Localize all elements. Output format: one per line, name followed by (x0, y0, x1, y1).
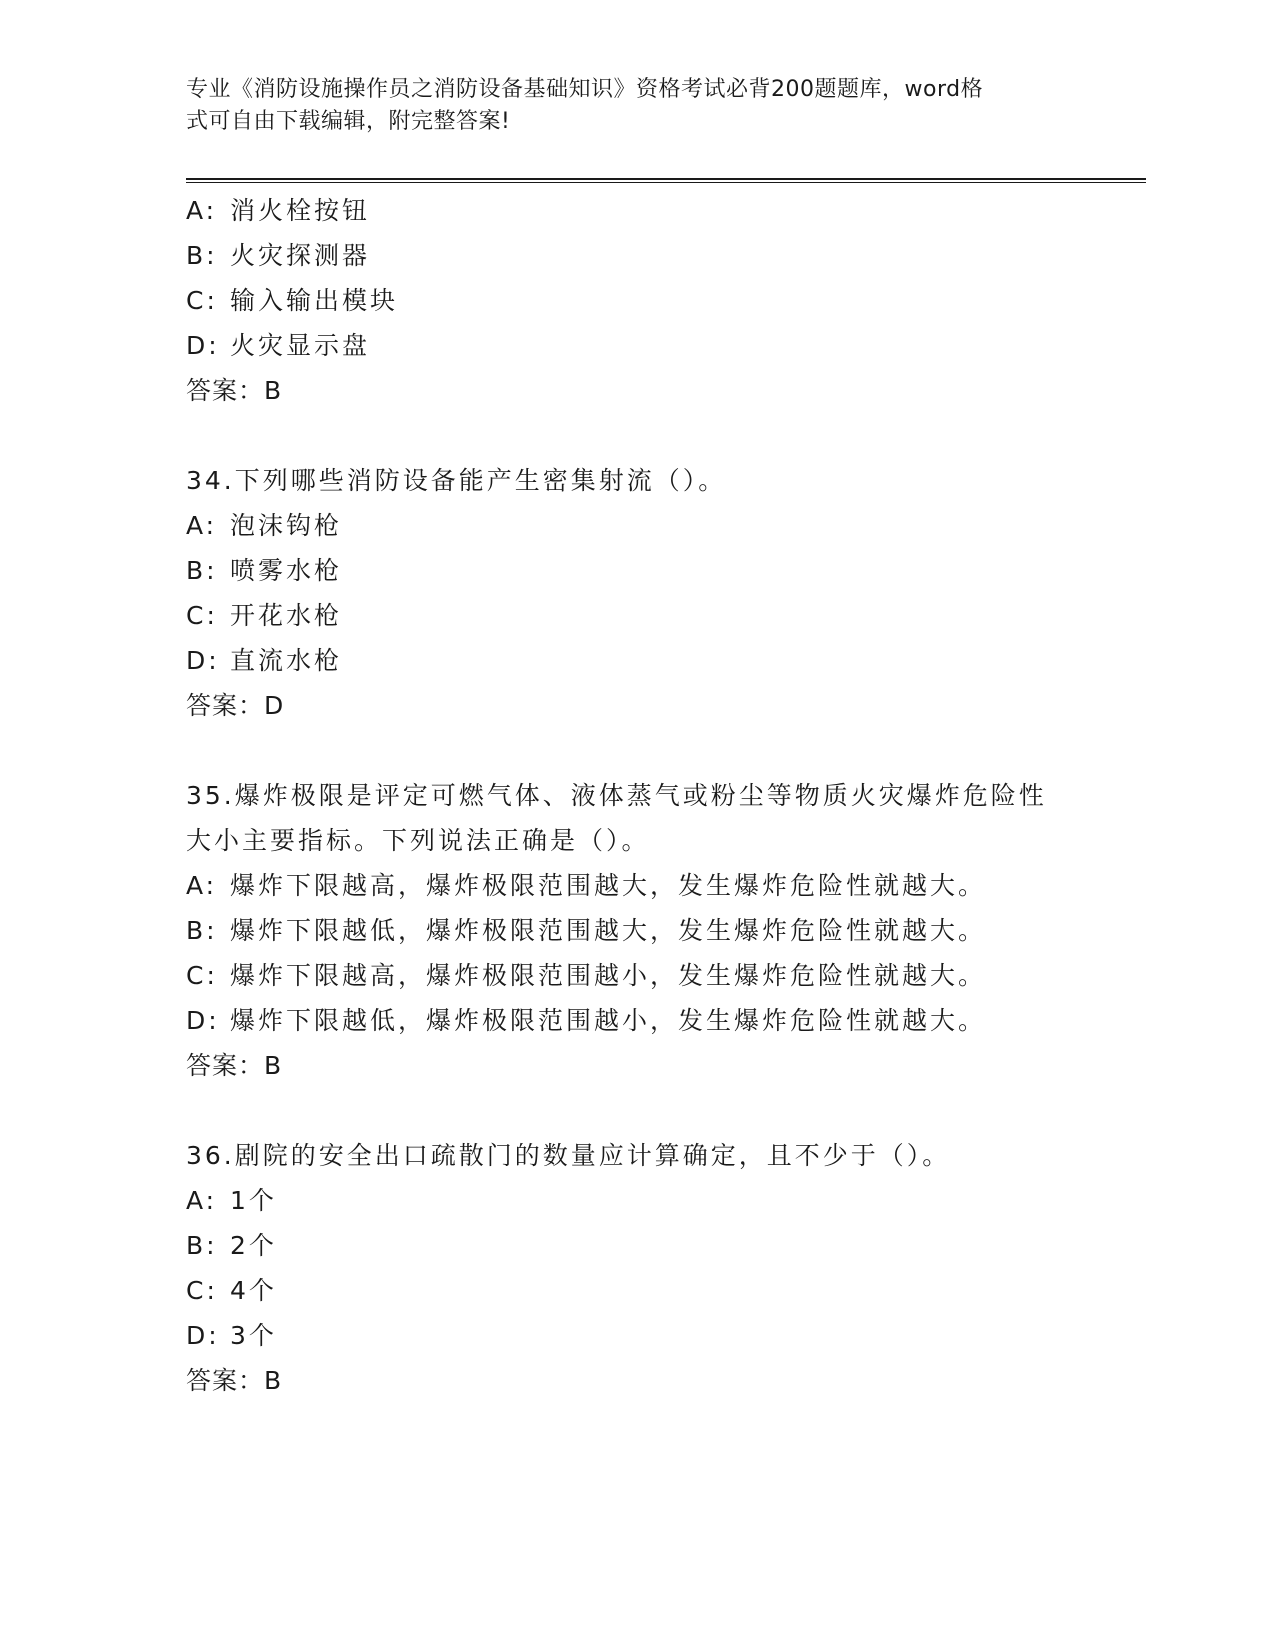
question-36 (186, 1133, 1146, 1403)
option-text: 3个 (230, 1321, 277, 1350)
option-letter: B: (186, 916, 218, 945)
option-a (186, 188, 1146, 233)
option-text: 4个 (230, 1276, 277, 1305)
question-33-continued (186, 188, 1146, 413)
answer-value: B (264, 376, 283, 405)
answer-label: 答案： (186, 376, 265, 405)
option-text: 爆炸下限越高，爆炸极限范围越大，发生爆炸危险性就越大。 (230, 871, 987, 900)
question-stem: 36.剧院的安全出口疏散门的数量应计算确定，且不少于（）。 (186, 1141, 951, 1170)
option-letter: D: (186, 1006, 220, 1035)
option-letter: C: (186, 961, 218, 990)
option-letter: D: (186, 331, 220, 360)
option-a (186, 503, 1146, 548)
answer-value: B (264, 1051, 283, 1080)
option-text: 火灾显示盘 (230, 331, 371, 360)
question-34 (186, 458, 1146, 728)
option-d (186, 1313, 1146, 1358)
answer-line (186, 368, 1146, 413)
option-text: 爆炸下限越高，爆炸极限范围越小，发生爆炸危险性就越大。 (230, 961, 987, 990)
spacer (186, 1088, 1146, 1133)
document-header (186, 74, 1086, 138)
option-text: 爆炸下限越低，爆炸极限范围越小，发生爆炸危险性就越大。 (230, 1006, 987, 1035)
header-line-2: 式可自由下载编辑，附完整答案! (186, 109, 511, 134)
answer-line (186, 1043, 1146, 1088)
option-text: 1个 (230, 1186, 277, 1215)
option-letter: A: (186, 871, 218, 900)
spacer (186, 728, 1146, 773)
option-b (186, 548, 1146, 593)
option-b (186, 908, 1146, 953)
option-c (186, 1268, 1146, 1313)
spacer (186, 413, 1146, 458)
option-letter: C: (186, 286, 218, 315)
question-35 (186, 773, 1146, 1088)
option-text: 泡沫钩枪 (230, 511, 343, 540)
question-stem: 35.爆炸极限是评定可燃气体、液体蒸气或粉尘等物质火灾爆炸危险性 (186, 781, 1047, 810)
option-a (186, 1178, 1146, 1223)
header-divider (186, 178, 1146, 183)
option-letter: C: (186, 601, 218, 630)
option-letter: A: (186, 1186, 218, 1215)
option-text: 爆炸下限越低，爆炸极限范围越大，发生爆炸危险性就越大。 (230, 916, 987, 945)
option-letter: B: (186, 241, 218, 270)
option-text: 喷雾水枪 (230, 556, 343, 585)
header-line-1: 专业《消防设施操作员之消防设备基础知识》资格考试必背200题题库，word格 (186, 77, 984, 102)
option-letter: A: (186, 196, 218, 225)
option-text: 直流水枪 (230, 646, 343, 675)
option-d (186, 998, 1146, 1043)
option-text: 开花水枪 (230, 601, 343, 630)
option-letter: C: (186, 1276, 218, 1305)
answer-label: 答案： (186, 1051, 265, 1080)
option-letter: B: (186, 1231, 218, 1260)
option-text: 2个 (230, 1231, 277, 1260)
option-d (186, 323, 1146, 368)
option-letter: B: (186, 556, 218, 585)
answer-value: D (264, 691, 285, 720)
option-a (186, 863, 1146, 908)
option-c (186, 278, 1146, 323)
answer-line (186, 683, 1146, 728)
question-list (186, 188, 1146, 1403)
option-letter: D: (186, 646, 220, 675)
option-text: 输入输出模块 (230, 286, 399, 315)
option-text: 火灾探测器 (230, 241, 371, 270)
option-b (186, 1223, 1146, 1268)
option-c (186, 593, 1146, 638)
option-letter: D: (186, 1321, 220, 1350)
question-stem: 34.下列哪些消防设备能产生密集射流（）。 (186, 466, 727, 495)
option-text: 消火栓按钮 (230, 196, 371, 225)
option-letter: A: (186, 511, 218, 540)
answer-line (186, 1358, 1146, 1403)
answer-label: 答案： (186, 691, 265, 720)
option-b (186, 233, 1146, 278)
answer-value: B (264, 1366, 283, 1395)
question-stem-continued: 大小主要指标。下列说法正确是（）。 (186, 826, 650, 855)
option-c (186, 953, 1146, 998)
option-d (186, 638, 1146, 683)
answer-label: 答案： (186, 1366, 265, 1395)
